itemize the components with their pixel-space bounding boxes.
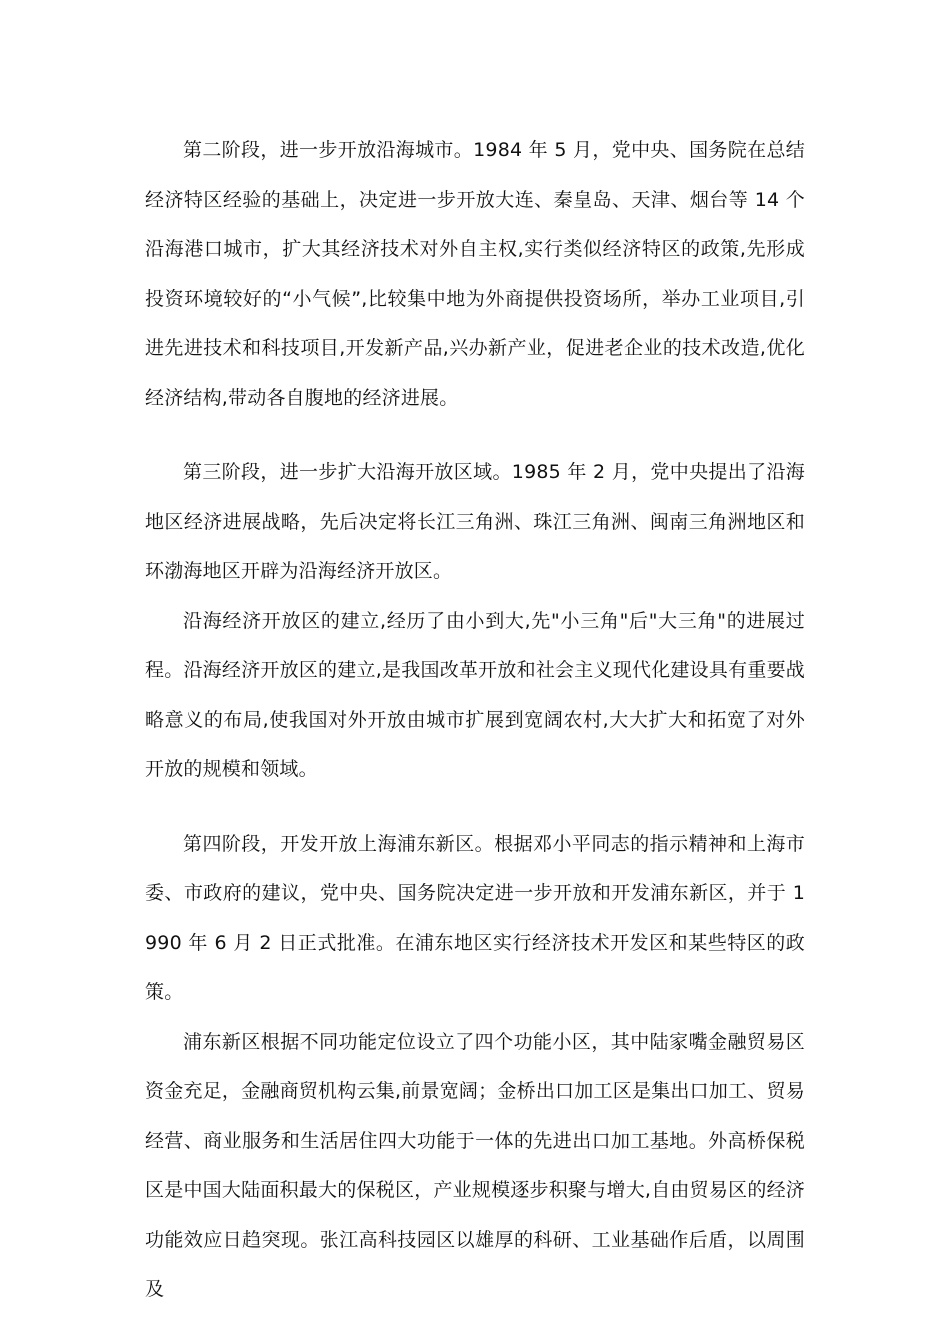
paragraph-coastal-zones: 沿海经济开放区的建立,经历了由小到大,先"小三角"后"大三角"的进展过程。沿海经济开放区的建立,是我国改革开放和社会主义现代化建设具有重要战略意义的布局,使我国对外开放由城市扩展到宽阔农村,大大扩大和拓宽了对外开放的规模和领域。 [145,609,805,780]
paragraph-stage-two: 第二阶段，进一步开放沿海城市。1984 年 5 月，党中央、国务院在总结经济特区经验的基础上，决定进一步开放大连、秦皇岛、天津、烟台等 14 个沿海港口城市，扩大其经济技术对外自主权,实行类似经济特区的政策,先形成投资环境较好的“小气候”,比较集中地为外商提供投资场所，举办工业项目,引进先进技术和科技项目,开发新产品,兴办新产业，促进老企业的技术改造,优化经济结构,带动各自腹地的经济进展。 [145,139,805,409]
paragraph-stage-three: 第三阶段，进一步扩大沿海开放区域。1985 年 2 月，党中央提出了沿海地区经济进展战略，先后决定将长江三角洲、珠江三角洲、闽南三角洲地区和环渤海地区开辟为沿海经济开放区。 [145,461,805,582]
paragraph-pudong-zones: 浦东新区根据不同功能定位设立了四个功能小区，其中陆家嘴金融贸易区资金充足，金融商贸机构云集,前景宽阔；金桥出口加工区是集出口加工、贸易经营、商业服务和生活居住四大功能于一体的先进出口加工基地。外高桥保税区是中国大陆面积最大的保税区，产业规模逐步积聚与增大,自由贸易区的经济功能效应日趋突现。张江高科技园区以雄厚的科研、工业基础作后盾，以周围及 [145,1030,805,1300]
document-page [145,126,805,1315]
paragraph-stage-four: 第四阶段，开发开放上海浦东新区。根据邓小平同志的指示精神和上海市委、市政府的建议，党中央、国务院决定进一步开放和开发浦东新区，并于 1990 年 6 月 2 日正式批准。在浦东地区实行经济技术开发区和某些特区的政策。 [145,832,805,1003]
paragraph-gap [145,423,805,448]
paragraph-gap [145,795,805,820]
